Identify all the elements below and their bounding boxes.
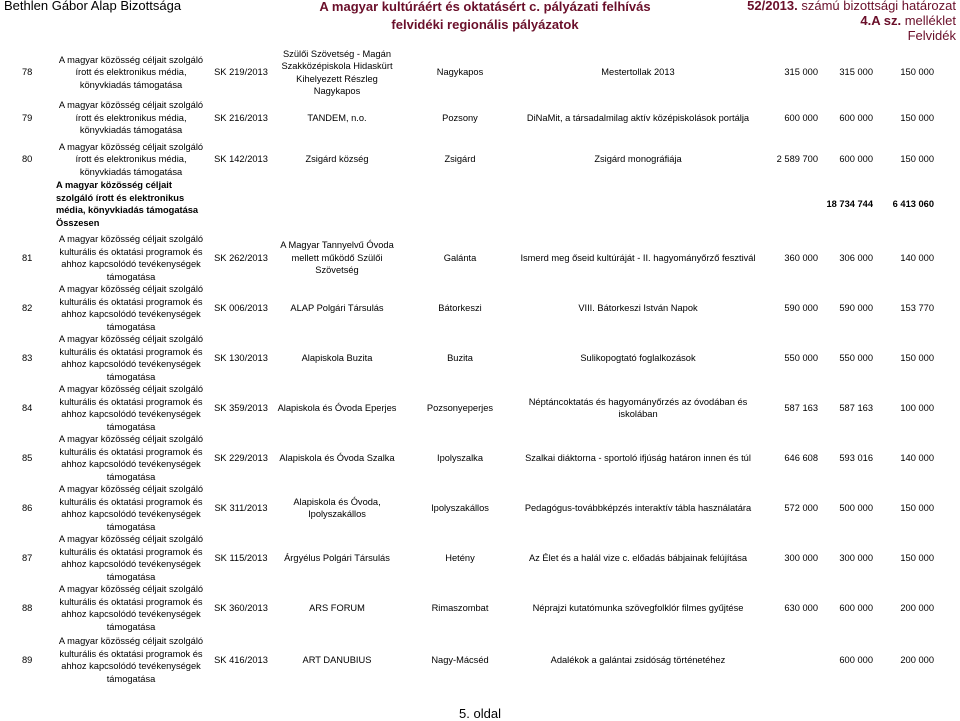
applicant-cell: Szülői Szövetség - Magán Szakközépiskola Hidaskürt Kihelyezett Részleg Nagykapos xyxy=(281,48,393,96)
table-row xyxy=(0,433,960,483)
granted-amount: 100 000 xyxy=(900,402,934,413)
requested-amount: 600 000 xyxy=(784,112,818,123)
granted-amount: 200 000 xyxy=(900,654,934,665)
eligible-amount: 587 163 xyxy=(839,402,873,413)
row-number: 79 xyxy=(22,112,33,123)
table-row xyxy=(0,583,960,633)
requested-amount: 2 589 700 xyxy=(776,154,818,165)
project-title: Néprajzi kutatómunka szövegfolklór filmes gyűjtése xyxy=(532,602,744,613)
table-row xyxy=(0,533,960,583)
region-label: Felvidék xyxy=(907,28,956,43)
eligible-amount: 315 000 xyxy=(839,67,873,78)
registration-number: SK 262/2013 xyxy=(214,252,268,263)
applicant-cell: ARS FORUM xyxy=(309,602,365,613)
location-cell: Nagykapos xyxy=(436,67,484,78)
table-row xyxy=(0,139,960,180)
row-number: 88 xyxy=(22,602,33,613)
registration-number: SK 416/2013 xyxy=(214,654,268,665)
resolution-label: számú bizottsági határozat xyxy=(797,0,956,13)
category-cell: A magyar közösség céljait szolgáló írott és elektronikus média, könyvkiadás támogatása xyxy=(58,100,204,136)
location-cell: Nagy-Mácséd xyxy=(431,654,489,665)
location-cell: Pozsonyeperjes xyxy=(426,402,494,413)
applicant-cell: Alapiskola és Óvoda Szalka xyxy=(279,452,395,463)
applicant-cell: ART DANUBIUS xyxy=(302,654,372,665)
project-title: VIII. Bátorkeszi István Napok xyxy=(578,302,698,313)
applicant-cell: Árgyélus Polgári Társulás xyxy=(284,552,390,563)
requested-amount: 590 000 xyxy=(784,302,818,313)
header-organization: Bethlen Gábor Alap Bizottsága xyxy=(4,0,182,13)
category-cell: A magyar közösség céljait szolgáló írott és elektronikus média, könyvkiadás támogatása xyxy=(58,141,204,177)
row-number: 82 xyxy=(22,302,33,313)
category-cell: A magyar közösség céljait szolgáló kulturális és oktatási programok és ahhoz kapcsolódó tevékenységek támogatása xyxy=(58,636,204,684)
project-title: Adalékok a galántai zsidóság történetéhez xyxy=(550,654,726,665)
eligible-amount: 600 000 xyxy=(839,154,873,165)
applicant-cell: Alapiskola és Óvoda Eperjes xyxy=(277,402,397,413)
requested-amount: 646 608 xyxy=(784,452,818,463)
eligible-amount: 306 000 xyxy=(839,252,873,263)
page-header xyxy=(0,0,960,46)
granted-amount: 6 413 060 xyxy=(892,198,934,209)
registration-number: SK 219/2013 xyxy=(214,67,268,78)
requested-amount: 630 000 xyxy=(784,602,818,613)
registration-number: SK 130/2013 xyxy=(214,352,268,363)
category-cell: A magyar közösség céljait szolgáló kulturális és oktatási programok és ahhoz kapcsolódó tevékenységek támogatása xyxy=(58,584,204,632)
applicant-cell: ALAP Polgári Társulás xyxy=(290,302,384,313)
row-number: 83 xyxy=(22,352,33,363)
table-row xyxy=(0,99,960,137)
project-title: Néptáncoktatás és hagyományőrzés az óvodában és iskolában xyxy=(528,396,748,419)
registration-number: SK 142/2013 xyxy=(214,154,268,165)
eligible-amount: 600 000 xyxy=(839,654,873,665)
header-title xyxy=(300,0,670,34)
table-row xyxy=(0,283,960,333)
location-cell: Rimaszombat xyxy=(431,602,489,613)
category-cell: A magyar közösség céljait szolgáló kulturális és oktatási programok és ahhoz kapcsolódó tevékenységek támogatása xyxy=(58,484,204,532)
registration-number: SK 115/2013 xyxy=(214,552,268,563)
table-row xyxy=(0,483,960,533)
project-title: Sulikopogtató foglalkozások xyxy=(580,352,696,363)
eligible-amount: 590 000 xyxy=(839,302,873,313)
project-title: Zsigárd monográfiája xyxy=(594,154,682,165)
granted-amount: 150 000 xyxy=(900,154,934,165)
row-number: 85 xyxy=(22,452,33,463)
registration-number: SK 006/2013 xyxy=(214,302,268,313)
eligible-amount: 550 000 xyxy=(839,352,873,363)
header-reference xyxy=(747,0,956,43)
project-title: Pedagógus-továbbképzés interaktív tábla használatára xyxy=(524,502,752,513)
project-title: DiNaMit, a társadalmilag aktív középiskolások portálja xyxy=(526,112,750,123)
requested-amount: 300 000 xyxy=(784,552,818,563)
requested-amount xyxy=(758,633,818,687)
registration-number: SK 229/2013 xyxy=(214,452,268,463)
location-cell: Galánta xyxy=(443,252,477,263)
registration-number: SK 216/2013 xyxy=(214,112,268,123)
eligible-amount: 593 016 xyxy=(839,452,873,463)
eligible-amount: 500 000 xyxy=(839,502,873,513)
row-number: 87 xyxy=(22,552,33,563)
row-number: 84 xyxy=(22,402,33,413)
registration-number: SK 311/2013 xyxy=(214,502,268,513)
annex-number: 4.A sz. xyxy=(860,13,902,28)
applicant-cell: A Magyar Tannyelvű Óvoda mellett működő Szülői Szövetség xyxy=(280,240,394,276)
location-cell: Pozsony xyxy=(442,112,478,123)
location-cell: Hetény xyxy=(445,552,475,563)
table-row xyxy=(0,383,960,433)
applicant-cell: Zsigárd község xyxy=(305,154,369,165)
granted-amount: 150 000 xyxy=(900,552,934,563)
requested-amount: 550 000 xyxy=(784,352,818,363)
row-number: 80 xyxy=(22,154,33,165)
requested-amount: 587 163 xyxy=(784,402,818,413)
category-cell: A magyar közösség céljait szolgáló kulturális és oktatási programok és ahhoz kapcsolódó tevékenységek támogatása xyxy=(58,384,204,432)
granted-amount: 200 000 xyxy=(900,602,934,613)
category-cell: A magyar közösség céljait szolgáló írott és elektronikus média, könyvkiadás támogatása Összesen xyxy=(56,180,199,228)
table-row xyxy=(0,333,960,383)
eligible-amount: 600 000 xyxy=(839,112,873,123)
applicant-cell: TANDEM, n.o. xyxy=(307,112,367,123)
eligible-amount: 300 000 xyxy=(839,552,873,563)
category-cell: A magyar közösség céljait szolgáló kulturális és oktatási programok és ahhoz kapcsolódó tevékenységek támogatása xyxy=(58,234,204,282)
location-cell: Bátorkeszi xyxy=(438,302,482,313)
eligible-amount: 600 000 xyxy=(839,602,873,613)
location-cell: Ipolyszalka xyxy=(437,452,483,463)
location-cell: Buzita xyxy=(447,352,473,363)
project-title: Az Élet és a halál vize c. előadás bábjainak felújítása xyxy=(528,552,748,563)
requested-amount: 315 000 xyxy=(784,67,818,78)
annex-label: melléklet xyxy=(901,13,956,28)
project-title: Mestertollak 2013 xyxy=(601,67,675,78)
requested-amount: 572 000 xyxy=(784,502,818,513)
row-number: 78 xyxy=(22,67,33,78)
table-row xyxy=(0,233,960,283)
page-number: 5. oldal xyxy=(459,706,501,721)
applicant-cell: Alapiskola és Óvoda, Ipolyszakállos xyxy=(293,496,381,519)
project-title: Szalkai diáktorna - sportoló ifjúság határon innen és túl xyxy=(525,452,751,463)
registration-number: SK 359/2013 xyxy=(214,402,268,413)
category-cell: A magyar közösség céljait szolgáló kulturális és oktatási programok és ahhoz kapcsolódó tevékenységek támogatása xyxy=(58,534,204,582)
granted-amount: 150 000 xyxy=(900,502,934,513)
category-cell: A magyar közösség céljait szolgáló írott és elektronikus média, könyvkiadás támogatása xyxy=(58,54,204,90)
location-cell: Zsigárd xyxy=(444,154,476,165)
category-cell: A magyar közösség céljait szolgáló kulturális és oktatási programok és ahhoz kapcsolódó tevékenységek támogatása xyxy=(58,284,204,332)
registration-number: SK 360/2013 xyxy=(214,602,268,613)
location-cell: Ipolyszakállos xyxy=(431,502,489,513)
row-number: 81 xyxy=(22,252,33,263)
granted-amount: 153 770 xyxy=(900,302,934,313)
category-cell: A magyar közösség céljait szolgáló kulturális és oktatási programok és ahhoz kapcsolódó tevékenységek támogatása xyxy=(58,434,204,482)
row-number: 89 xyxy=(22,654,33,665)
resolution-number: 52/2013. xyxy=(747,0,798,13)
granted-amount: 150 000 xyxy=(900,67,934,78)
row-number: 86 xyxy=(22,502,33,513)
header-title-line2: felvidéki regionális pályázatok xyxy=(391,17,579,32)
table-row xyxy=(0,633,960,687)
category-cell: A magyar közösség céljait szolgáló kulturális és oktatási programok és ahhoz kapcsolódó tevékenységek támogatása xyxy=(58,334,204,382)
eligible-amount: 18 734 744 xyxy=(826,198,873,209)
granted-amount: 150 000 xyxy=(900,112,934,123)
applicant-cell: Alapiskola Buzita xyxy=(301,352,373,363)
project-title: Ismerd meg őseid kultúráját - II. hagyományőrző fesztivál xyxy=(520,252,756,263)
requested-amount: 360 000 xyxy=(784,252,818,263)
granted-amount: 150 000 xyxy=(900,352,934,363)
granted-amount: 140 000 xyxy=(900,452,934,463)
granted-amount: 140 000 xyxy=(900,252,934,263)
summary-row xyxy=(0,180,960,228)
table-row xyxy=(0,48,960,97)
header-title-line1: A magyar kultúráért és oktatásért c. pályázati felhívás xyxy=(319,0,651,14)
